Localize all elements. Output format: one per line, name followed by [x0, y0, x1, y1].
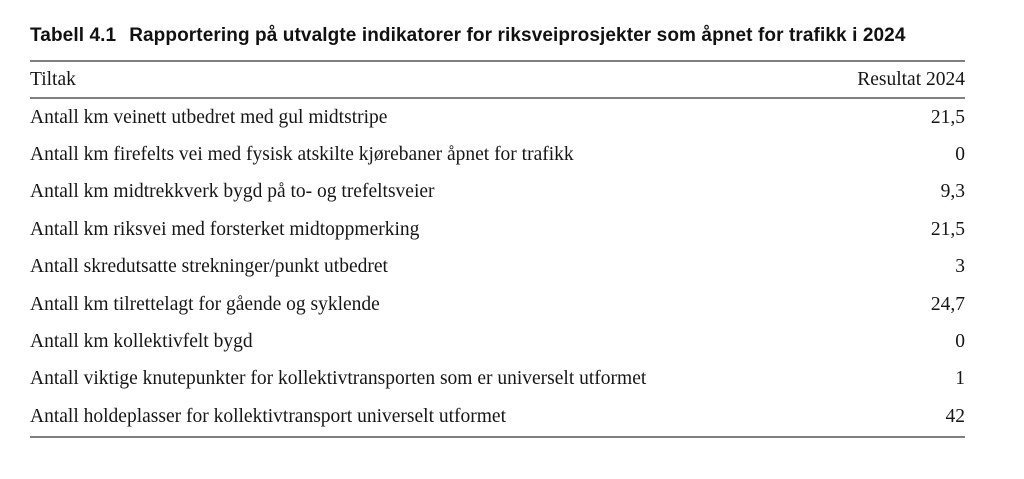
table-row [30, 398, 965, 435]
indicators-table [30, 60, 965, 438]
tiltak-cell: Antall holdeplasser for kollektivtransport universelt utformet [30, 405, 507, 427]
tiltak-cell: Antall viktige knutepunkter for kollektivtransporten som er universelt utformet [30, 368, 647, 390]
table-caption-title: Rapportering på utvalgte indikatorer for riksveiprosjekter som åpnet for trafikk i 2024 [129, 25, 906, 46]
tiltak-cell: Antall skredutsatte strekninger/punkt utbedret [30, 256, 388, 278]
table-row [30, 323, 965, 360]
tiltak-cell: Antall km midtrekkverk bygd på to- og trefeltsveier [30, 181, 435, 203]
tiltak-cell: Antall km kollektivfelt bygd [30, 331, 253, 353]
table-caption [30, 25, 906, 47]
tiltak-cell: Antall km riksvei med forsterket midtoppmerking [30, 218, 420, 240]
table-header-row [30, 62, 965, 97]
resultat-cell: 9,3 [940, 181, 965, 203]
resultat-cell: 21,5 [930, 106, 965, 128]
table-row [30, 174, 965, 211]
resultat-cell: 3 [955, 256, 965, 278]
tiltak-cell: Antall km firefelts vei med fysisk atskilte kjørebaner åpnet for trafikk [30, 144, 574, 166]
tiltak-cell: Antall km veinett utbedret med gul midtstripe [30, 106, 388, 128]
table-bottom-rule [30, 436, 965, 438]
resultat-cell: 24,7 [930, 293, 965, 315]
table-row [30, 286, 965, 323]
table-body [30, 99, 965, 436]
table-caption-label: Tabell 4.1 [30, 25, 117, 46]
table-row [30, 361, 965, 398]
resultat-cell: 0 [955, 331, 965, 353]
column-header-resultat: Resultat 2024 [857, 68, 965, 90]
column-header-tiltak: Tiltak [30, 68, 76, 90]
resultat-cell: 42 [945, 405, 965, 427]
table-row [30, 136, 965, 173]
resultat-cell: 1 [955, 368, 965, 390]
tiltak-cell: Antall km tilrettelagt for gående og syklende [30, 293, 380, 315]
table-row [30, 249, 965, 286]
resultat-cell: 0 [955, 144, 965, 166]
table-row [30, 211, 965, 248]
resultat-cell: 21,5 [930, 218, 965, 240]
table-row [30, 99, 965, 136]
